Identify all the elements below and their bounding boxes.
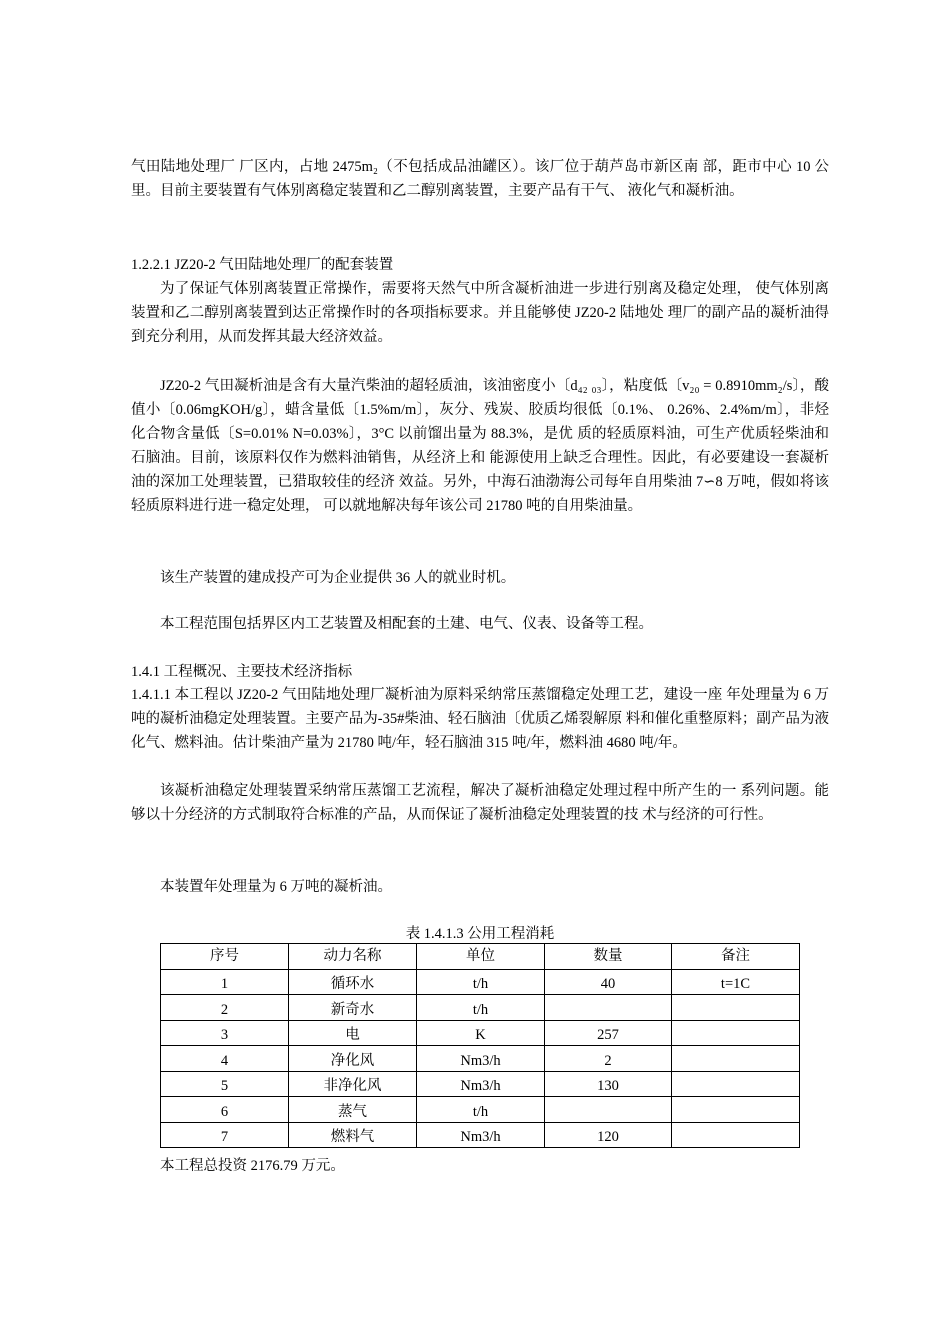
table-cell: [672, 995, 800, 1021]
header-cell: 动力名称: [289, 944, 417, 970]
table-cell: 2: [545, 1046, 672, 1072]
header-cell: 序号: [161, 944, 289, 970]
header-cell: 数量: [545, 944, 672, 970]
section-heading-1-4-1: 1.4.1 工程概况、主要技术经济指标: [131, 664, 353, 680]
header-cell: 单位: [417, 944, 545, 970]
table-cell: 循环水: [289, 969, 417, 995]
table-row: [161, 969, 800, 995]
table-row: [161, 1122, 800, 1148]
table-cell: [545, 995, 672, 1021]
table-cell: K: [417, 1020, 545, 1046]
table-cell: 2: [161, 995, 289, 1021]
table-cell: Nm3/h: [417, 1122, 545, 1148]
table-cell: 120: [545, 1122, 672, 1148]
table-cell: t/h: [417, 969, 545, 995]
table-cell: 3: [161, 1020, 289, 1046]
table-cell: 130: [545, 1071, 672, 1097]
paragraph-scope: 本工程范围包括界区内工艺装置及相配套的土建、电气、仪表、设备等工程。: [160, 616, 653, 632]
table-cell: [672, 1046, 800, 1072]
table-cell: [672, 1122, 800, 1148]
paragraph-process: 该凝析油稳定处理装置采纳常压蒸馏工艺流程，解决了凝析油稳定处理过程中所产生的一 系列问题。能够以十分经济的方式制取符合标准的产品，从而保证了凝析油稳定处理装置的技 术与经济的可行性。: [131, 783, 829, 823]
paragraph-capacity: 本装置年处理量为 6 万吨的凝析油。: [160, 879, 392, 895]
table-cell: 1: [161, 969, 289, 995]
table-cell: 非净化风: [289, 1071, 417, 1097]
paragraph-plant-overview: 气田陆地处理厂 厂区内，占地 2475m₂（不包括成品油罐区）。该厂位于葫芦岛市新区南 部，距市中心 10 公里。目前主要装置有气体别离稳定装置和乙二醇别离装置，主要产品有干气、 液化气和凝析油。: [131, 159, 829, 199]
table-cell: [672, 1071, 800, 1097]
table-cell: t=1C: [672, 969, 800, 995]
paragraph-condensate-properties: JZ20-2 气田凝析油是含有大量汽柴油的超轻质油，该油密度小〔d₄₂ ₀₃〕，粘度低〔v₂₀ = 0.8910mm₂/s〕，酸值小〔0.06mgKOH/g〕，蜡含量低〔1.5%m/m〕，灰分、残炭、胶质均很低〔0.1%、 0.26%、2.4%m/m〕，非烃化合物含量低〔S=0.01% N=0.03%〕，3°C 以前馏出量为 88.3%，是优 质的轻质原料油，可生产优质轻柴油和石脑油。目前，该原料仅作为燃料油销售，从经济上和 能源使用上缺乏合理性。因此，有必要建设一套凝析油的深加工处理装置，已猎取较佳的经济 效益。另外，中海石油渤海公司每年自用柴油 7∽8 万吨，假如将该轻质原料进行进一稳定处理， 可以就地解决每年该公司 21780 吨的自用柴油量。: [131, 378, 829, 514]
total-investment-note: 本工程总投资 2176.79 万元。: [160, 1158, 345, 1174]
table-cell: 6: [161, 1097, 289, 1123]
table-cell: 净化风: [289, 1046, 417, 1072]
table-row: [161, 1046, 800, 1072]
table-cell: [672, 1097, 800, 1123]
paragraph-employment: 该生产装置的建成投产可为企业提供 36 人的就业时机。: [160, 570, 516, 586]
table-cell: Nm3/h: [417, 1046, 545, 1072]
table-cell: t/h: [417, 1097, 545, 1123]
table-cell: 蒸气: [289, 1097, 417, 1123]
table-caption: 表 1.4.1.3 公用工程消耗: [405, 926, 555, 942]
table-cell: 257: [545, 1020, 672, 1046]
paragraph-supporting-unit: 为了保证气体别离装置正常操作，需要将天然气中所含凝析油进一步进行别离及稳定处理， 使气体别离装置和乙二醇别离装置到达正常操作时的各项指标要求。并且能够使 JZ20-2 陆地处 理厂的副产品的凝析油得到充分利用，从而发挥其最大经济效益。: [131, 281, 829, 345]
table-cell: 4: [161, 1046, 289, 1072]
table-row: [161, 995, 800, 1021]
table-cell: 40: [545, 969, 672, 995]
table-cell: 5: [161, 1071, 289, 1097]
paragraph-project-summary: 1.4.1.1 本工程以 JZ20-2 气田陆地处理厂凝析油为原料采纳常压蒸馏稳定处理工艺，建设一座 年处理量为 6 万吨的凝析油稳定处理装置。主要产品为-35#柴油、轻石脑油〔优质乙烯裂解原 料和催化重整原料；副产品为液化气、燃料油。估计柴油产量为 21780 吨/年，轻石脑油 315 吨/年，燃料油 4680 吨/年。: [131, 687, 829, 751]
utility-consumption-table: [160, 943, 800, 1148]
table-cell: t/h: [417, 995, 545, 1021]
table-cell: 电: [289, 1020, 417, 1046]
table-cell: 新奇水: [289, 995, 417, 1021]
table-header-row: [161, 944, 800, 970]
header-cell: 备注: [672, 944, 800, 970]
table-cell: [545, 1097, 672, 1123]
table-cell: Nm3/h: [417, 1071, 545, 1097]
table-cell: 燃料气: [289, 1122, 417, 1148]
table-row: [161, 1097, 800, 1123]
table-row: [161, 1020, 800, 1046]
section-heading-1-2-2-1: 1.2.2.1 JZ20-2 气田陆地处理厂的配套装置: [131, 257, 394, 273]
table-cell: [672, 1020, 800, 1046]
table-row: [161, 1071, 800, 1097]
table-cell: 7: [161, 1122, 289, 1148]
